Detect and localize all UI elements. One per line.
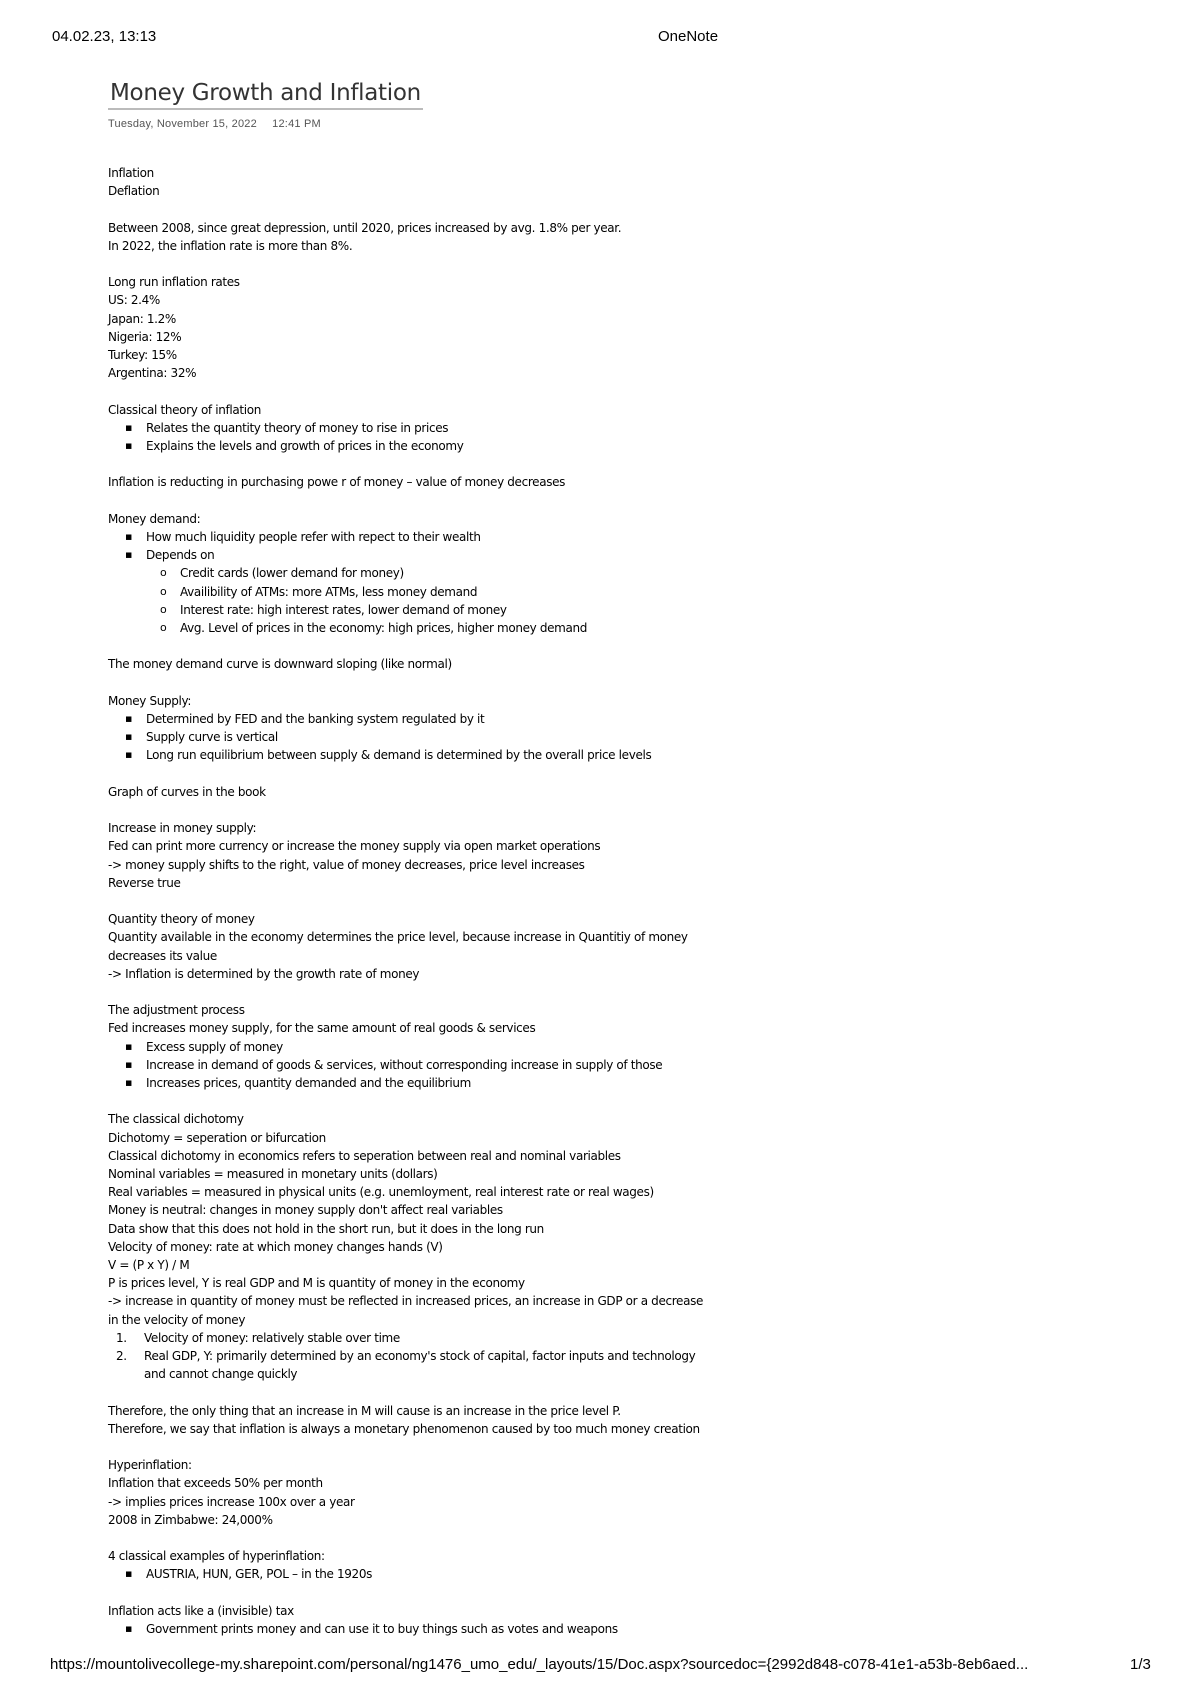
text-line: Quantity available in the economy determines the price level, because increase in Quantitiy of money	[108, 930, 688, 945]
bullet-item: ▪ Increases prices, quantity demanded and the equilibrium	[108, 1074, 1118, 1092]
print-datetime: 04.02.23, 13:13	[52, 28, 157, 45]
bullet-item: ▪ Explains the levels and growth of prices in the economy	[108, 437, 1118, 455]
blank-line	[108, 983, 1118, 1001]
text-line: Increase in money supply:	[108, 821, 257, 836]
text-line: 2008 in Zimbabwe: 24,000%	[108, 1512, 273, 1527]
sub-bullet-item: o Avg. Level of prices in the economy: high prices, higher money demand	[108, 619, 1118, 637]
text-line: Inflation	[108, 166, 154, 180]
text-line: Nominal variables = measured in monetary units (dollars)	[108, 1166, 438, 1181]
text-line: Classical theory of inflation	[108, 402, 261, 417]
text-line: Inflation acts like a (invisible) tax	[108, 1603, 294, 1618]
bullet-item: ▪ Long run equilibrium between supply & demand is determined by the overall price levels	[108, 746, 1118, 764]
blank-line	[108, 1383, 1118, 1401]
page-title: Money Growth and Inflation	[108, 80, 423, 110]
text-line: Velocity of money: rate at which money changes hands (V)	[108, 1239, 443, 1254]
text-line: Real variables = measured in physical units (e.g. unemloyment, real interest rate or real wages)	[108, 1185, 654, 1200]
blank-line	[108, 674, 1118, 692]
bullet-item: ▪ Supply curve is vertical	[108, 728, 1118, 746]
text-line: Money is neutral: changes in money supply don't affect real variables	[108, 1203, 503, 1218]
text-line: in the velocity of money	[108, 1312, 246, 1327]
blank-line	[108, 255, 1118, 273]
numbered-item	[108, 1329, 1118, 1347]
text-line: Inflation is reducting in purchasing powe r of money – value of money decreases	[108, 475, 566, 490]
numbered-item-text: Velocity of money: relatively stable over time	[144, 1330, 400, 1345]
text-line: Fed increases money supply, for the same amount of real goods & services	[108, 1021, 536, 1036]
text-line: Reverse true	[108, 875, 181, 890]
blank-line	[108, 1584, 1118, 1602]
text-line: P is prices level, Y is real GDP and M is quantity of money in the economy	[108, 1276, 525, 1291]
text-line: V = (P x Y) / M	[108, 1258, 190, 1272]
blank-line	[108, 1529, 1118, 1547]
text-line: Data show that this does not hold in the short run, but it does in the long run	[108, 1221, 544, 1236]
blank-line	[108, 801, 1118, 819]
text-line: Inflation that exceeds 50% per month	[108, 1476, 323, 1491]
text-line: Long run inflation rates	[108, 275, 240, 290]
numbered-item-text: Real GDP, Y: primarily determined by an economy's stock of capital, factor inputs and technology and cannot change quickly	[144, 1349, 696, 1382]
blank-line	[108, 1092, 1118, 1110]
blank-line	[108, 637, 1118, 655]
page-time-text: 12:41 PM	[272, 118, 321, 130]
bullet-item: ▪ Excess supply of money	[108, 1038, 1118, 1056]
text-line: Quantity theory of money	[108, 912, 255, 927]
text-line: Money demand:	[108, 511, 201, 526]
text-line: Graph of curves in the book	[108, 784, 266, 799]
text-line: The classical dichotomy	[108, 1112, 244, 1127]
bullet-item: ▪ Government prints money and can use it to buy things such as votes and weapons	[108, 1620, 1118, 1638]
bullet-item: ▪ AUSTRIA, HUN, GER, POL – in the 1920s	[108, 1565, 1118, 1583]
text-line: -> Inflation is determined by the growth rate of money	[108, 966, 420, 981]
blank-line	[108, 765, 1118, 783]
blank-line	[108, 1438, 1118, 1456]
numbered-item	[108, 1347, 1118, 1383]
bullet-item: ▪ Depends on	[108, 546, 1118, 564]
sub-bullet-item: o Availibility of ATMs: more ATMs, less money demand	[108, 583, 1118, 601]
text-line: Deflation	[108, 184, 160, 199]
text-line: Fed can print more currency or increase the money supply via open market operations	[108, 839, 601, 854]
text-line: Dichotomy = seperation or bifurcation	[108, 1130, 326, 1145]
print-page-number: 1/3	[1130, 1656, 1151, 1673]
bullet-item: ▪ How much liquidity people refer with repect to their wealth	[108, 528, 1118, 546]
text-line: Between 2008, since great depression, until 2020, prices increased by avg. 1.8% per year.	[108, 220, 622, 235]
blank-line	[108, 200, 1118, 218]
blank-line	[108, 492, 1118, 510]
text-line: Therefore, the only thing that an increase in M will cause is an increase in the price level P.	[108, 1403, 621, 1418]
page-date	[108, 118, 1118, 130]
text-line: -> implies prices increase 100x over a year	[108, 1494, 355, 1509]
text-line: Argentina: 32%	[108, 366, 197, 381]
print-app-name: OneNote	[658, 28, 719, 45]
bullet-item: ▪ Increase in demand of goods & services, without corresponding increase in supply of those	[108, 1056, 1118, 1074]
list-number: 1.	[116, 1330, 127, 1345]
text-line: Turkey: 15%	[108, 348, 177, 362]
print-url: https://mountolivecollege-my.sharepoint.com/personal/ng1476_umo_edu/_layouts/15/Doc.aspx?sourcedoc={2992d848-c078-41e1-a53b-8eb6aed...	[50, 1656, 1029, 1673]
text-line: Classical dichotomy in economics refers to seperation between real and nominal variables	[108, 1148, 621, 1163]
blank-line	[108, 892, 1118, 910]
text-line: In 2022, the inflation rate is more than 8%.	[108, 238, 353, 253]
page-content	[108, 164, 1118, 1638]
text-line: Hyperinflation:	[108, 1458, 192, 1473]
bullet-item: ▪ Determined by FED and the banking system regulated by it	[108, 710, 1118, 728]
page-date-text: Tuesday, November 15, 2022	[108, 118, 257, 130]
text-line: -> increase in quantity of money must be reflected in increased prices, an increase in GDP or a decrease	[108, 1294, 704, 1309]
text-line: The adjustment process	[108, 1003, 245, 1018]
sub-bullet-item: o Credit cards (lower demand for money)	[108, 564, 1118, 582]
text-line: -> money supply shifts to the right, value of money decreases, price level increases	[108, 857, 585, 872]
blank-line	[108, 455, 1118, 473]
bullet-item: ▪ Relates the quantity theory of money to rise in prices	[108, 419, 1118, 437]
text-line: decreases its value	[108, 948, 217, 963]
text-line: Japan: 1.2%	[108, 311, 176, 326]
text-line: Nigeria: 12%	[108, 329, 182, 344]
text-line: Therefore, we say that inflation is always a monetary phenomenon caused by too much money creation	[108, 1421, 700, 1436]
text-line: Money Supply:	[108, 693, 192, 708]
sub-bullet-item: o Interest rate: high interest rates, lower demand of money	[108, 601, 1118, 619]
text-line: 4 classical examples of hyperinflation:	[108, 1549, 325, 1564]
list-number: 2.	[116, 1349, 127, 1364]
onenote-page	[108, 80, 1118, 1638]
blank-line	[108, 382, 1118, 400]
text-line: US: 2.4%	[108, 293, 160, 308]
text-line: The money demand curve is downward sloping (like normal)	[108, 657, 452, 672]
